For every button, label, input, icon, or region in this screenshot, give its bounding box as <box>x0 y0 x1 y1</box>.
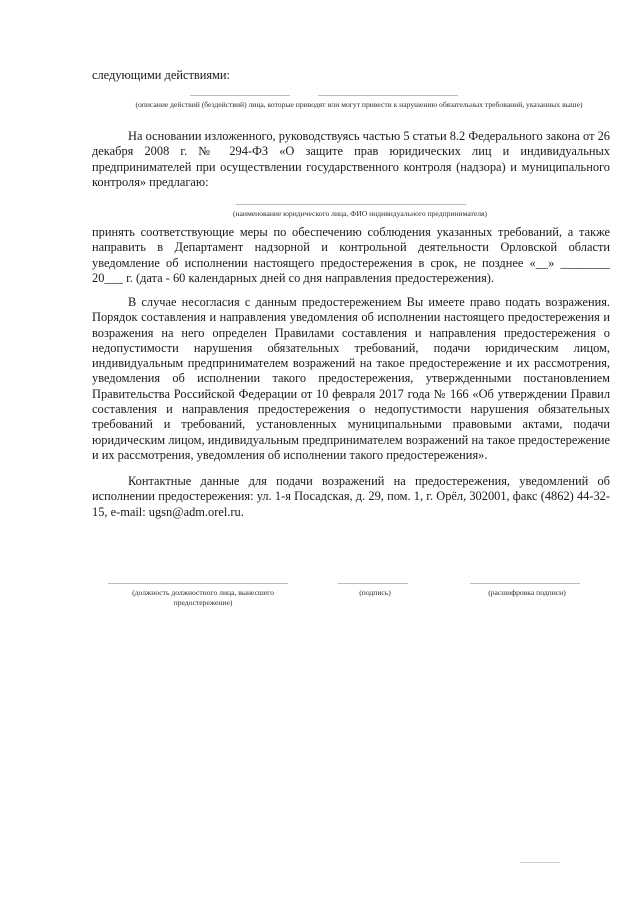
scan-noise <box>520 862 560 863</box>
name-line <box>470 583 580 584</box>
signature-line <box>338 583 408 584</box>
intro-line: следующими действиями: <box>92 68 230 82</box>
entity-fill-line <box>236 204 466 205</box>
caption-actions: (описание действий (бездействий) лица, которые приводят или могут привести к нарушению обязательных требований, указанных выше) <box>135 100 583 109</box>
position-line <box>108 583 288 584</box>
name-caption: (расшифровка подписи) <box>488 588 566 597</box>
signature-caption: (подпись) <box>359 588 391 597</box>
position-caption: (должность должностного лица, вынесшего предостережение) <box>132 588 274 607</box>
actions-fill-line-2 <box>318 95 458 96</box>
paragraph-objection: В случае несогласия с данным предостережением Вы имеете право подать возражения. Порядок составления и направления уведомления об исполнении настоящего предостережения и возражения на него определен Правилами составления и направления предостережения о недопустимости нарушения обязательных требований, подачи юридическим лицом, индивидуальным предпринимателем возражений на такое предостережение и их рассмотрения, уведомления об исполнении такого предостережения, утвержденными постановлением Правительства Российской Федерации от 10 февраля 2017 года № 166 «Об утверждении Правил составления и направления предостережения о недопустимости нарушения обязательных требований и требований, установленных муниципальными правовыми актами, подачи юридическим лицом, индивидуальным предпринимателем возражений на такое предостережение и их рассмотрения, уведомления об исполнении такого предостережения». <box>92 295 610 462</box>
paragraph-contacts: Контактные данные для подачи возражений на предостережения, уведомлений об исполнении предостережения: ул. 1-я Посадская, д. 29, пом. 1, г. Орёл, 302001, факс (4862) 44-32-15, e-mail: ugsn@adm.orel.ru. <box>92 474 610 519</box>
caption-entity: (наименование юридического лица, ФИО индивидуального предпринимателя) <box>232 209 488 218</box>
actions-fill-line <box>190 95 290 96</box>
paragraph-basis: На основании изложенного, руководствуясь частью 5 статьи 8.2 Федерального закона от 26 декабря 2008 г. № 294-ФЗ «О защите прав юридических лиц и индивидуальных предпринимателей при осуществлении государственного контроля (надзора) и муниципального контроля» предлагаю: <box>92 129 610 189</box>
paragraph-measures: принять соответствующие меры по обеспечению соблюдения указанных требований, а также направить в Департамент надзорной и контрольной деятельности Орловской области уведомление об исполнении настоящего предостережения в срок, не позднее «__» ________ 20___ г. (дата - 60 календарных дней со дня направления предостережения). <box>92 225 610 285</box>
